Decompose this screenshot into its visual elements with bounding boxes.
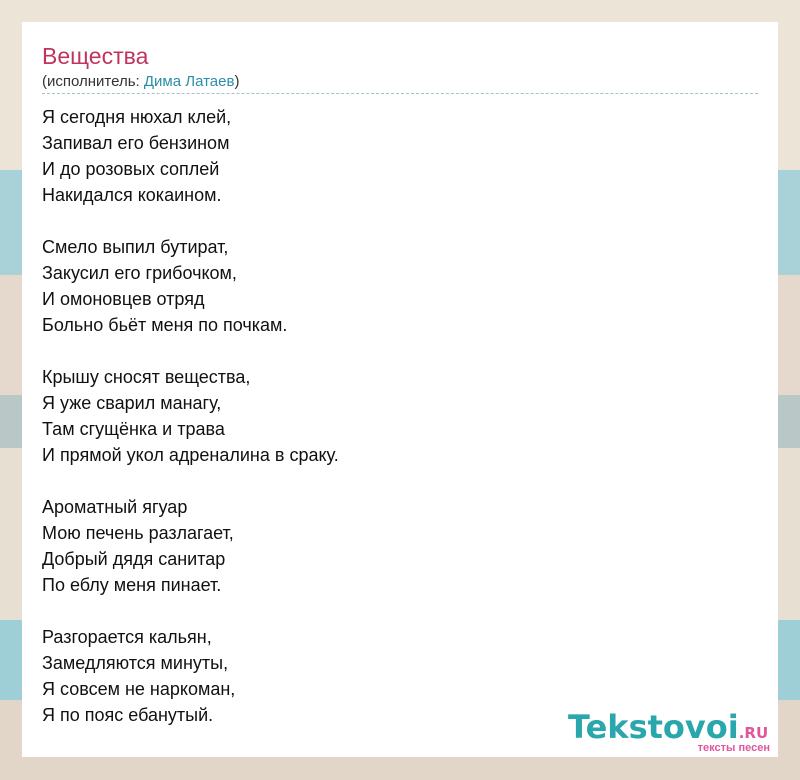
- lyric-line: Разгорается кальян,: [42, 627, 212, 647]
- stanza-1: [42, 104, 339, 208]
- lyric-line: Закусил его грибочком,: [42, 263, 237, 283]
- lyric-line: Крышу сносят вещества,: [42, 367, 251, 387]
- lyric-line: Я уже сварил манагу,: [42, 393, 222, 413]
- lyric-line: Замедляются минуты,: [42, 653, 229, 673]
- lyric-line: Ароматный ягуар: [42, 497, 188, 517]
- header-divider: [42, 93, 758, 94]
- lyrics-text: [42, 104, 339, 754]
- lyric-line: Запивал его бензином: [42, 133, 230, 153]
- logo-tagline: тексты песен: [697, 742, 770, 754]
- site-logo[interactable]: [568, 710, 778, 760]
- lyric-line: И прямой укол адреналина в сраку.: [42, 445, 339, 465]
- lyric-line: По еблу меня пинает.: [42, 575, 222, 595]
- lyric-line: Больно бьёт меня по почкам.: [42, 315, 288, 335]
- stanza-5: [42, 624, 339, 728]
- lyric-line: Накидался кокаином.: [42, 185, 222, 205]
- lyric-line: Я по пояс ебанутый.: [42, 705, 214, 725]
- lyric-line: Там сгущёнка и трава: [42, 419, 225, 439]
- artist-link[interactable]: Дима Латаев: [143, 73, 235, 90]
- stanza-3: [42, 364, 339, 468]
- lyric-line: Добрый дядя санитар: [42, 549, 226, 569]
- logo-name: Tekstovoi: [568, 708, 739, 746]
- artist-line: [42, 72, 239, 92]
- lyric-line: Я совсем не наркоман,: [42, 679, 236, 699]
- lyrics-card: [22, 22, 778, 757]
- lyric-line: Мою печень разлагает,: [42, 523, 234, 543]
- lyric-line: Смело выпил бутират,: [42, 237, 229, 257]
- artist-suffix: ): [234, 73, 240, 90]
- stanza-4: [42, 494, 339, 598]
- artist-prefix: (исполнитель:: [42, 73, 144, 90]
- lyric-line: И омоновцев отряд: [42, 289, 205, 309]
- lyric-line: И до розовых соплей: [42, 159, 220, 179]
- stanza-2: [42, 234, 339, 338]
- lyric-line: Я сегодня нюхал клей,: [42, 107, 232, 127]
- logo-tld: .RU: [738, 724, 769, 742]
- song-title: Вещества: [42, 43, 149, 69]
